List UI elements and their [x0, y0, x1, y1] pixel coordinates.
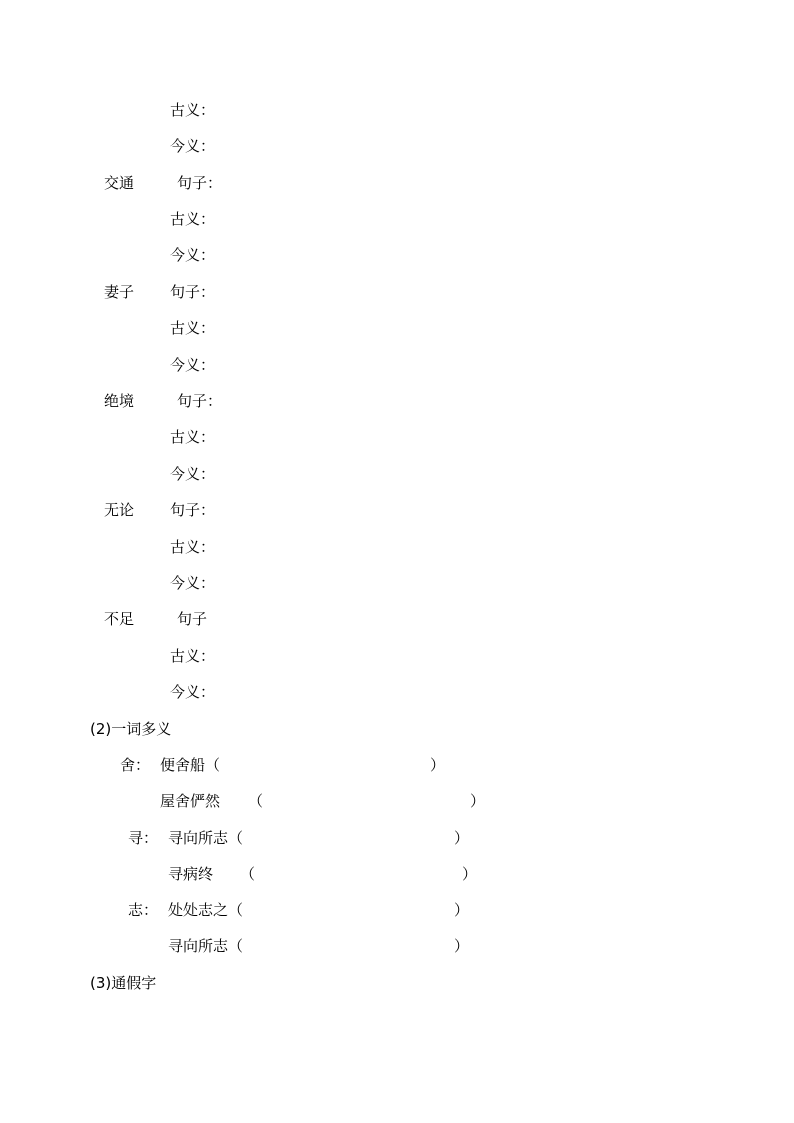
gloss-ancient-label: 古义： — [170, 210, 216, 228]
gloss-ancient-label: 古义： — [170, 647, 216, 665]
polysemy-sentence: 寻向所志（ — [168, 829, 244, 847]
word-jiaotong: 交通 — [104, 174, 135, 192]
bracket-close: ） — [430, 756, 446, 774]
bracket-open: （ — [240, 865, 256, 883]
word-buzu: 不足 — [104, 610, 135, 628]
section-heading-tongjiazi: (3)通假字 — [90, 974, 157, 992]
sentence-label: 句子： — [177, 392, 223, 410]
section-heading-polysemy: (2)一词多义 — [90, 720, 172, 738]
bracket-close: ） — [454, 829, 470, 847]
gloss-ancient-label: 古义： — [170, 319, 216, 337]
gloss-modern-label: 今义： — [170, 137, 216, 155]
gloss-modern-label: 今义： — [170, 683, 216, 701]
bracket-close: ） — [470, 792, 486, 810]
gloss-modern-label: 今义： — [170, 356, 216, 374]
gloss-modern-label: 今义： — [170, 465, 216, 483]
polysemy-sentence: 寻病终 — [168, 865, 214, 883]
word-juejing: 绝境 — [104, 392, 135, 410]
polysemy-sentence: 便舍船（ — [160, 756, 221, 774]
sentence-label: 句子 — [177, 610, 208, 628]
gloss-ancient-label: 古义： — [170, 101, 216, 119]
bracket-close: ） — [462, 865, 478, 883]
polysemy-word-she: 舍： — [120, 756, 151, 774]
gloss-modern-label: 今义： — [170, 246, 216, 264]
polysemy-sentence: 寻向所志（ — [168, 937, 244, 955]
polysemy-word-xun: 寻： — [128, 829, 159, 847]
gloss-modern-label: 今义： — [170, 574, 216, 592]
sentence-label: 句子： — [177, 174, 223, 192]
bracket-close: ） — [454, 901, 470, 919]
polysemy-sentence: 处处志之（ — [168, 901, 244, 919]
word-qizi: 妻子 — [104, 283, 135, 301]
polysemy-word-zhi: 志： — [128, 901, 159, 919]
bracket-open: （ — [248, 792, 264, 810]
bracket-close: ） — [454, 937, 470, 955]
sentence-label: 句子： — [170, 501, 216, 519]
polysemy-sentence: 屋舍俨然 — [160, 792, 221, 810]
gloss-ancient-label: 古义： — [170, 428, 216, 446]
word-wulun: 无论 — [104, 501, 135, 519]
sentence-label: 句子： — [170, 283, 216, 301]
gloss-ancient-label: 古义： — [170, 538, 216, 556]
